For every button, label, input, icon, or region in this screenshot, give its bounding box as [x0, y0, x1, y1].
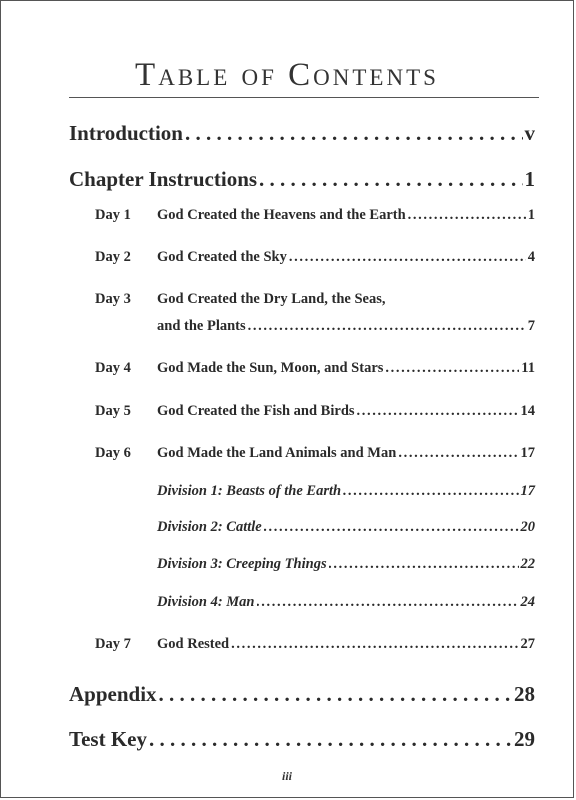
toc-label: God Made the Sun, Moon, and Stars	[157, 360, 384, 376]
title-rule	[69, 97, 539, 98]
dot-leader	[231, 636, 518, 653]
toc-entry-day-6	[95, 445, 535, 465]
toc-page-number: 7	[527, 318, 535, 334]
toc-entry-day-7	[95, 636, 535, 656]
dot-leader	[248, 318, 526, 335]
toc-page-number: 1	[524, 167, 535, 191]
toc-entry-appendix	[69, 682, 535, 707]
toc-page-number: 29	[514, 727, 535, 751]
toc-entry-division-1	[157, 483, 535, 500]
toc-label: Chapter Instructions	[69, 167, 258, 191]
toc-page-number: 17	[520, 483, 535, 499]
toc-label: God Made the Land Animals and Man	[157, 445, 397, 461]
day-label: Day 3	[95, 291, 131, 307]
toc-label: God Rested	[157, 636, 230, 652]
toc-entry-day-1	[95, 207, 535, 227]
toc-entry-day-3	[95, 291, 535, 337]
toc-entry-day-2	[95, 249, 535, 269]
toc-label: God Created the Sky	[157, 249, 287, 265]
toc-label: Division 3: Creeping Things	[157, 556, 327, 572]
toc-page-number: 20	[520, 519, 535, 535]
dot-leader	[289, 249, 526, 266]
toc-page-number: 1	[527, 207, 535, 223]
dot-leader	[257, 594, 519, 611]
dot-leader	[398, 445, 518, 462]
dot-leader	[408, 207, 526, 224]
toc-label: Test Key	[69, 727, 147, 751]
day-label: Day 4	[95, 360, 131, 376]
toc-page-number: v	[524, 121, 535, 145]
toc-entry-test-key	[69, 727, 535, 752]
dot-leader	[149, 727, 512, 752]
toc-page-number: 11	[521, 360, 535, 376]
toc-entry-day-5	[95, 403, 535, 423]
toc-page-number: 27	[520, 636, 535, 652]
dot-leader	[329, 556, 519, 573]
dot-leader	[159, 682, 512, 707]
day-label: Day 6	[95, 445, 131, 461]
dot-leader	[357, 403, 519, 420]
toc-label: Division 2: Cattle	[157, 519, 262, 535]
toc-page-number: 17	[520, 445, 535, 461]
toc-label: Division 4: Man	[157, 594, 255, 610]
toc-entry-chapter-instructions	[69, 167, 535, 192]
toc-entry-division-3	[157, 556, 535, 573]
toc-label: and the Plants	[157, 318, 246, 334]
toc-page-number: 22	[520, 556, 535, 572]
toc-page-number: 28	[514, 682, 535, 706]
toc-label: Division 1: Beasts of the Earth	[157, 483, 342, 499]
toc-entry-division-4	[157, 594, 535, 611]
toc-label: God Created the Heavens and the Earth	[157, 207, 406, 223]
day-label: Day 5	[95, 403, 131, 419]
toc-label-line-1: God Created the Dry Land, the Seas,	[157, 291, 386, 307]
day-label: Day 7	[95, 636, 131, 652]
page-title: Table of Contents	[135, 57, 439, 93]
dot-leader	[385, 360, 519, 377]
toc-entry-introduction	[69, 121, 535, 146]
dot-leader	[259, 167, 522, 192]
toc-label: Appendix	[69, 682, 157, 706]
day-label: Day 2	[95, 249, 131, 265]
toc-page-number: 14	[520, 403, 535, 419]
toc-label: God Created the Fish and Birds	[157, 403, 355, 419]
dot-leader	[264, 519, 519, 536]
toc-page-number: 24	[520, 594, 535, 610]
page-number-footer: iii	[281, 769, 292, 783]
toc-label: Introduction	[69, 121, 183, 145]
dot-leader	[185, 121, 523, 146]
toc-page-number: 4	[527, 249, 535, 265]
toc-entry-division-2	[157, 519, 535, 536]
dot-leader	[343, 483, 518, 500]
toc-entry-day-4	[95, 360, 535, 380]
day-label: Day 1	[95, 207, 131, 223]
